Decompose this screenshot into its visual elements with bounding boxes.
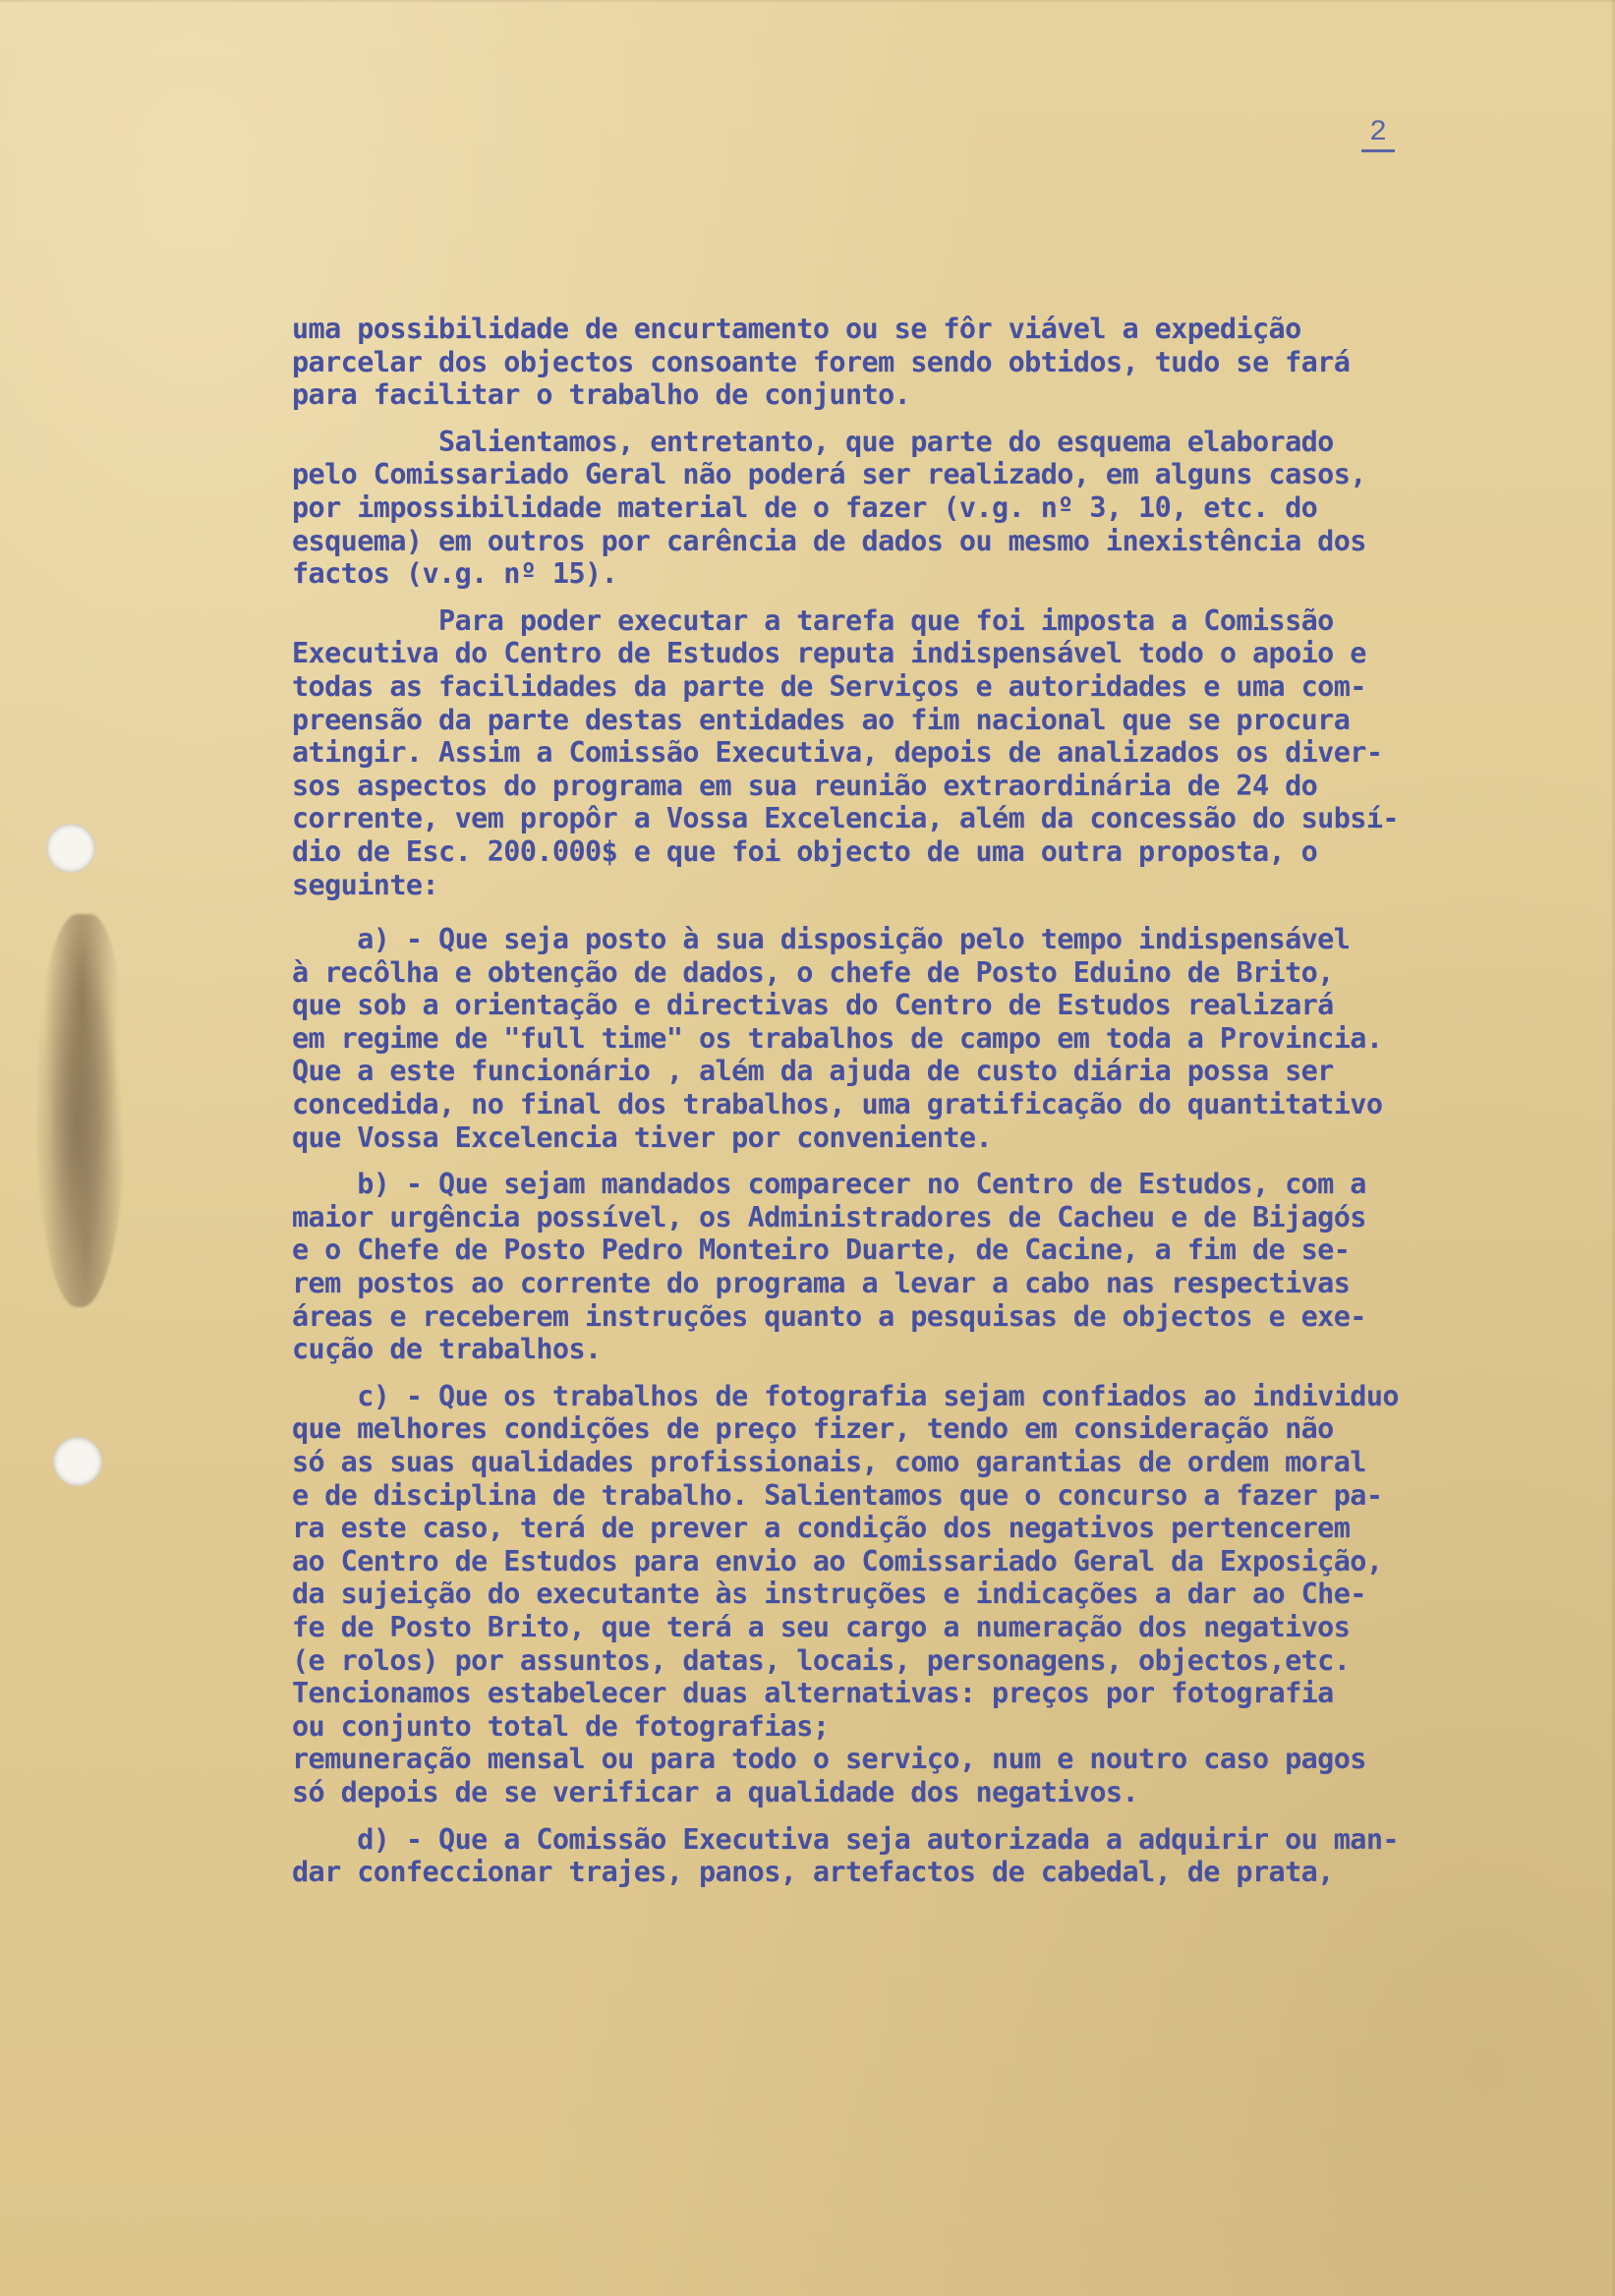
text-line: áreas e receberem instruções quanto a pesquisas de objectos e exe- <box>292 1299 1366 1333</box>
text-line: a) - Que seja posto à sua disposição pelo tempo indispensável <box>292 923 1351 956</box>
paragraph <box>292 426 1594 591</box>
text-line: d) - Que a Comissão Executiva seja autorizada a adquirir ou man- <box>292 1822 1399 1856</box>
punch-hole-top <box>46 824 95 873</box>
text-line: ao Centro de Estudos para envio ao Comissariado Geral da Exposição, <box>292 1544 1383 1578</box>
text-line: Executiva do Centro de Estudos reputa indispensável todo o apoio e <box>292 637 1366 670</box>
text-line: atingir. Assim a Comissão Executiva, depois de analizados os diver- <box>292 736 1383 770</box>
text-line: corrente, vem propôr a Vossa Excelencia, além da concessão do subsí- <box>292 802 1399 835</box>
text-line: c) - Que os trabalhos de fotografia sejam confiados ao individuo <box>292 1379 1399 1412</box>
typed-letter-body <box>292 313 1594 1889</box>
punch-hole-bottom <box>53 1437 102 1486</box>
text-line: pelo Comissariado Geral não poderá ser realizado, em alguns casos, <box>292 458 1366 491</box>
text-line: b) - Que sejam mandados comparecer no Centro de Estudos, com a <box>292 1168 1366 1201</box>
text-line: que melhores condições de preço fizer, tendo em consideração não <box>292 1412 1334 1446</box>
text-line: ra este caso, terá de prever a condição dos negativos pertencerem <box>292 1512 1351 1545</box>
text-line: só depois de se verificar a qualidade dos negativos. <box>292 1775 1139 1808</box>
text-line: que Vossa Excelencia tiver por conveniente. <box>292 1120 993 1154</box>
paragraph <box>292 1380 1594 1809</box>
text-line: todas as facilidades da parte de Serviços e autoridades e uma com- <box>292 669 1366 703</box>
text-line: fe de Posto Brito, que terá a seu cargo a numeração dos negativos <box>292 1610 1351 1643</box>
paragraph <box>292 923 1594 1154</box>
text-line: e o Chefe de Posto Pedro Monteiro Duarte, de Cacine, a fim de se- <box>292 1234 1351 1267</box>
paragraph <box>292 1168 1594 1366</box>
page-number: 2 <box>1361 116 1395 152</box>
paragraph <box>292 313 1594 412</box>
paragraph-gap <box>292 591 1594 604</box>
paragraph-gap <box>292 1809 1594 1823</box>
paragraph-gap <box>292 901 1594 923</box>
paragraph-gap <box>292 412 1594 426</box>
text-line: sos aspectos do programa em sua reunião extraordinária de 24 do <box>292 769 1318 802</box>
text-line: Tencionamos estabelecer duas alternativas: preços por fotografia <box>292 1677 1334 1710</box>
text-line: só as suas qualidades profissionais, como garantias de ordem moral <box>292 1446 1366 1478</box>
text-line: Que a este funcionário , além da ajuda de custo diária possa ser <box>292 1055 1334 1088</box>
paragraph <box>292 604 1594 901</box>
paragraph-gap <box>292 1366 1594 1380</box>
water-stain <box>37 914 126 1307</box>
text-line: que sob a orientação e directivas do Centro de Estudos realizará <box>292 989 1334 1022</box>
text-line: em regime de "full time" os trabalhos de campo em toda a Provincia. <box>292 1021 1383 1055</box>
text-line: da sujeição do executante às instruções e indicações a dar ao Che- <box>292 1578 1366 1611</box>
text-line: seguinte: <box>292 868 439 901</box>
text-line: factos (v.g. nº 15). <box>292 557 618 591</box>
text-line: rem postos ao corrente do programa a levar a cabo nas respectivas <box>292 1267 1351 1300</box>
text-line: ou conjunto total de fotografias; <box>292 1709 830 1743</box>
text-line: concedida, no final dos trabalhos, uma gratificação do quantitativo <box>292 1088 1383 1121</box>
text-line: dio de Esc. 200.000$ e que foi objecto de uma outra proposta, o <box>292 834 1318 868</box>
text-line: uma possibilidade de encurtamento ou se fôr viável a expedição <box>292 313 1301 345</box>
text-line: maior urgência possível, os Administradores de Cacheu e de Bijagós <box>292 1200 1366 1234</box>
text-line: preensão da parte destas entidades ao fim nacional que se procura <box>292 703 1351 736</box>
text-line: parcelar dos objectos consoante forem sendo obtidos, tudo se fará <box>292 345 1351 378</box>
text-line: Salientamos, entretanto, que parte do esquema elaborado <box>292 425 1334 458</box>
text-line: cução de trabalhos. <box>292 1333 602 1366</box>
text-line: (e rolos) por assuntos, datas, locais, personagens, objectos,etc. <box>292 1643 1351 1677</box>
text-line: à recôlha e obtenção de dados, o chefe de Posto Eduino de Brito, <box>292 955 1334 989</box>
page-edge <box>0 0 1615 2</box>
paragraph <box>292 1823 1594 1889</box>
text-line: Para poder executar a tarefa que foi imposta a Comissão <box>292 603 1334 637</box>
text-line: para facilitar o trabalho de conjunto. <box>292 378 911 412</box>
text-line: e de disciplina de trabalho. Salientamos que o concurso a fazer pa- <box>292 1478 1383 1512</box>
text-line: por impossibilidade material de o fazer (v.g. nº 3, 10, etc. do <box>292 490 1318 524</box>
text-line: esquema) em outros por carência de dados ou mesmo inexistência dos <box>292 524 1366 557</box>
text-line: remuneração mensal ou para todo o serviço, num e noutro caso pagos <box>292 1743 1366 1776</box>
text-line: dar confeccionar trajes, panos, artefactos de cabedal, de prata, <box>292 1856 1334 1889</box>
paragraph-gap <box>292 1154 1594 1168</box>
